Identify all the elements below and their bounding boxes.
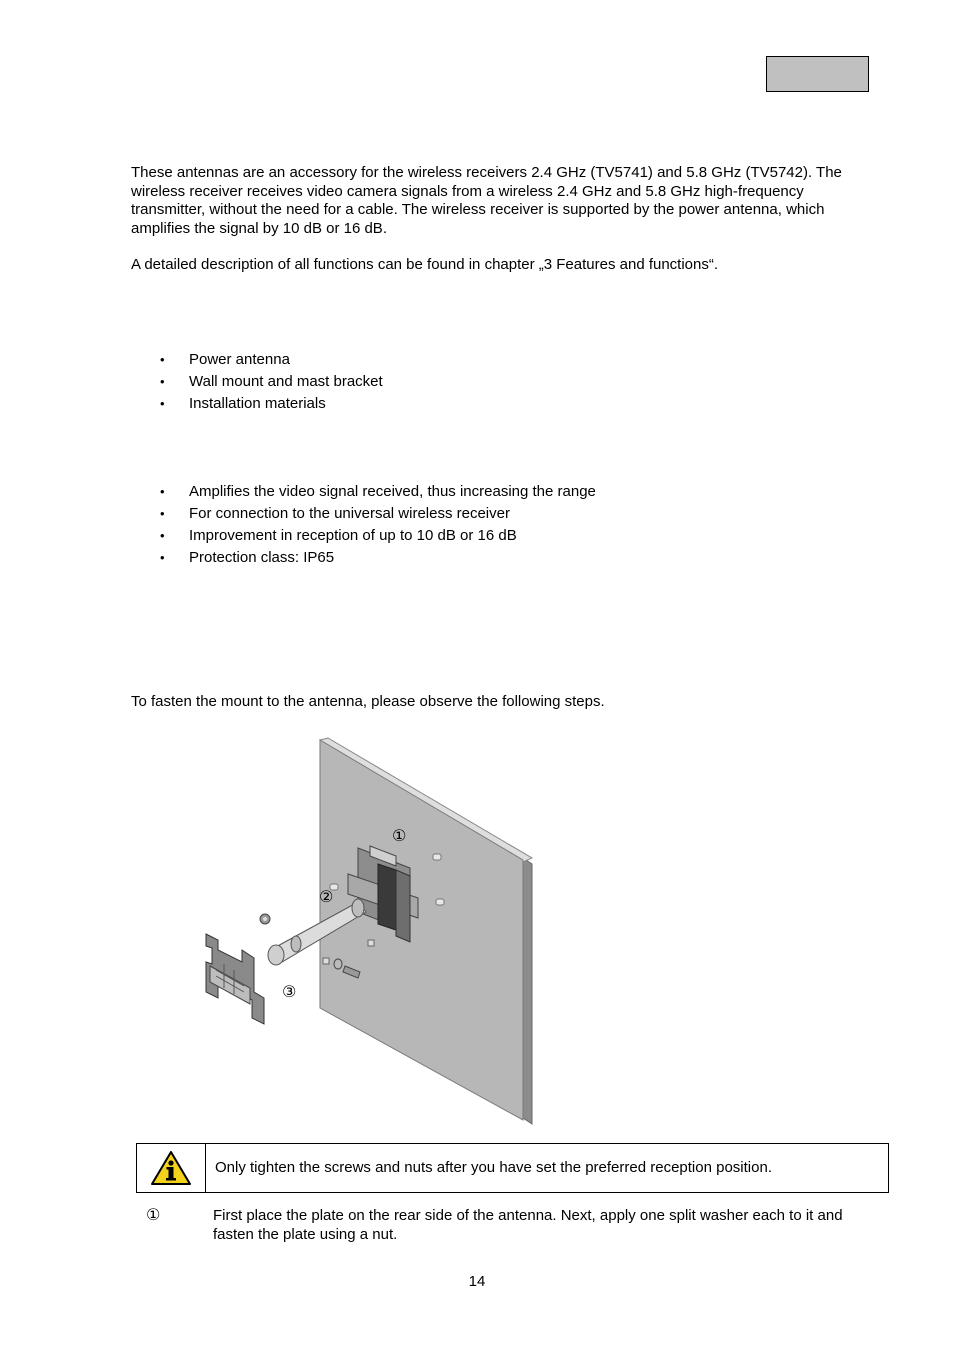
notice-box <box>136 1143 889 1193</box>
notice-icon-cell <box>137 1144 206 1192</box>
list-item: • Amplifies the video signal received, thus increasing the range <box>131 481 596 503</box>
list-item: • For connection to the universal wireless receiver <box>131 503 596 525</box>
features-list <box>131 481 596 569</box>
callout-1: ① <box>392 826 407 845</box>
language-tab <box>766 56 869 92</box>
list-item: • Power antenna <box>131 349 383 371</box>
list-item: • Improvement in reception of up to 10 dB or 16 dB <box>131 525 596 547</box>
info-warning-icon <box>150 1150 192 1186</box>
list-item: • Protection class: IP65 <box>131 547 596 569</box>
list-item: • Installation materials <box>131 393 383 415</box>
scope-of-delivery-list <box>131 349 383 415</box>
step-marker-1: ① <box>146 1207 161 1224</box>
antenna-mount-illustration <box>190 736 550 1128</box>
callout-2: ② <box>319 887 334 906</box>
list-item: • Wall mount and mast bracket <box>131 371 383 393</box>
intro-paragraph: These antennas are an accessory for the wireless receivers 2.4 GHz (TV5741) and 5.8 GHz (TV5742). The wireless receiver receives video camera signals from a wireless 2.4 GHz and 5.8 GHz high-frequency transmitter, without the need for a cable. The wireless receiver is supported by the power antenna, which amplifies the signal by 10 dB or 16 dB. <box>131 164 842 237</box>
reference-paragraph: A detailed description of all functions can be found in chapter „3 Features and functions“. <box>131 256 719 273</box>
mounting-intro: To fasten the mount to the antenna, please observe the following steps. <box>131 693 605 710</box>
step-text-1: First place the plate on the rear side of the antenna. Next, apply one split washer each to it and fasten the plate using a nut. <box>213 1207 843 1243</box>
notice-text: Only tighten the screws and nuts after you have set the preferred reception position. <box>215 1158 772 1176</box>
callout-3: ③ <box>282 982 297 1001</box>
page-number: 14 <box>468 1273 486 1290</box>
